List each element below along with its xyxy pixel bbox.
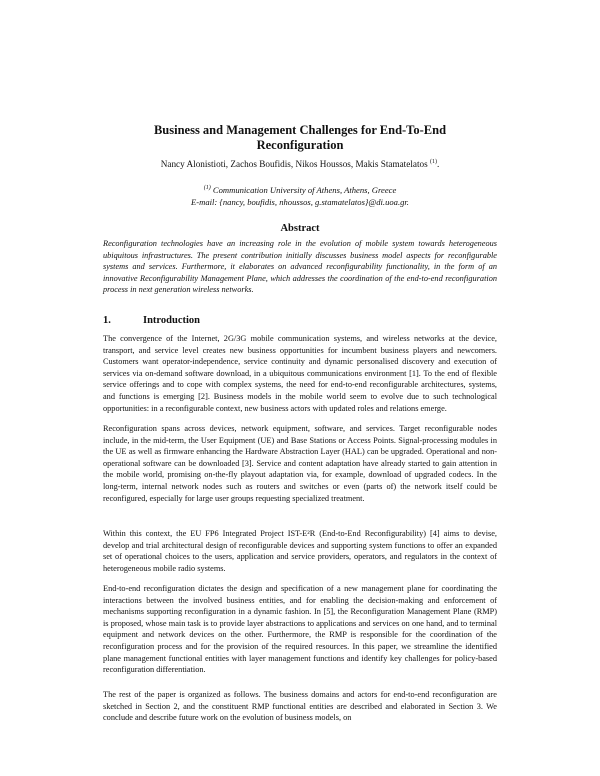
affiliation-block bbox=[80, 182, 520, 208]
section-heading-introduction bbox=[103, 315, 200, 326]
section-number: 1. bbox=[103, 315, 111, 326]
title-line-2: Reconfiguration bbox=[256, 138, 344, 152]
paper-title bbox=[100, 123, 500, 153]
title-line-1: Business and Management Challenges for End-To-End bbox=[153, 123, 447, 137]
abstract-heading: Abstract bbox=[280, 223, 320, 234]
section-title: Introduction bbox=[143, 315, 200, 326]
affiliation-email: E-mail: {nancy, boufidis, nhoussos, g.stamatelatos}@di.uoa.gr. bbox=[191, 196, 409, 207]
intro-paragraph-3: Within this context, the EU FP6 Integrated Project IST-E²R (End-to-End Reconfigurability) [4] aims to devise, develop and trial architectural design of reconfigurable devices and supporting system functions to offer an expanded set of operational choices to the users, application and service providers, operators, and regulators in the context of heterogeneous mobile radio systems. bbox=[103, 529, 497, 573]
intro-paragraph-4: End-to-end reconfiguration dictates the design and specification of a new management plane for coordinating the interactions between the involved business entities, and for enabling the decision-making and enforcement of mechanisms supporting reconfiguration in a dynamic fashion. In [5], the Reconfiguration Management Plane (RMP) is proposed, whose main task is to provide layer abstractions to applications and services on one hand, and to terminal equipment and network devices on the other. Furthermore, the RMP is responsible for the coordination of the reconfiguration process and for the provision of the required resources. In this paper, we streamline the identified plane management functional entities with layer management functions and identify key challenges for policy-based reconfiguration differentiation. bbox=[103, 584, 497, 675]
intro-paragraph-2: Reconfiguration spans across devices, network equipment, software, and services. Target reconfigurable nodes include, in the mid-term, the User Equipment (UE) and Base Stations or Access Points. Signal-processing modules in the UE as well as firmware enhancing the Hardware Abstraction Layer (HAL) can be upgraded. Operational and non-operational software can be downloaded [3]. Service and content adaptation have already started to gain attention in the mobile world, promising on-the-fly playout adaptation via, for example, download of upgraded codecs. In the long-term, internal network nodes such as routers and switches or even (parts of) the network itself could be reconfigured, especially for large user groups requesting specialized treatment. bbox=[103, 424, 497, 503]
intro-paragraph-1: The convergence of the Internet, 2G/3G mobile communication systems, and wireless networks at the device, transport, and service level creates new business opportunities for incumbent business players and newcomers. Customers want operator-independence, service continuity and dynamic personalised discovery and execution of services via on-demand software download, in a ubiquitous communications environment [1]. To the end of flexible service offerings and to cope with complex systems, the need for end-to-end reconfigurable architectures, systems, and functions is emerging [2]. Business models in the mobile world seem to evolve due to such technological opportunities: in a reconfigurable context, new business actors with updated roles and relations emerge. bbox=[103, 334, 497, 413]
intro-paragraph-5: The rest of the paper is organized as follows. The business domains and actors for end-to-end reconfiguration are sketched in Section 2, and the constituent RMP functional entities are described and elaborated in Section 3. We conclude and describe future work on the evolution of business models, on bbox=[103, 690, 497, 723]
author-names: Nancy Alonistioti, Zachos Boufidis, Nikos Houssos, Makis Stamatelatos bbox=[160, 159, 428, 170]
author-affiliation-marker: (1) bbox=[429, 159, 437, 165]
abstract-text: Reconfiguration technologies have an increasing role in the evolution of mobile system towards heterogeneous ubiquitous infrastructures. The present contribution initially discusses business model aspects for reconfigurable systems and services. Furthermore, it elaborates on advanced reconfigurability functionality, in the form of an innovative Reconfigurability Management Plane, which addresses the coordination of the end-to-end reconfiguration process in next generation wireless networks. bbox=[103, 239, 497, 295]
author-list bbox=[80, 156, 520, 170]
author-list-tail: . bbox=[436, 159, 440, 170]
affiliation-marker: (1) bbox=[203, 185, 211, 191]
affiliation-institution bbox=[80, 182, 520, 196]
affiliation-institution-text: Communication University of Athens, Athens, Greece bbox=[212, 184, 397, 195]
